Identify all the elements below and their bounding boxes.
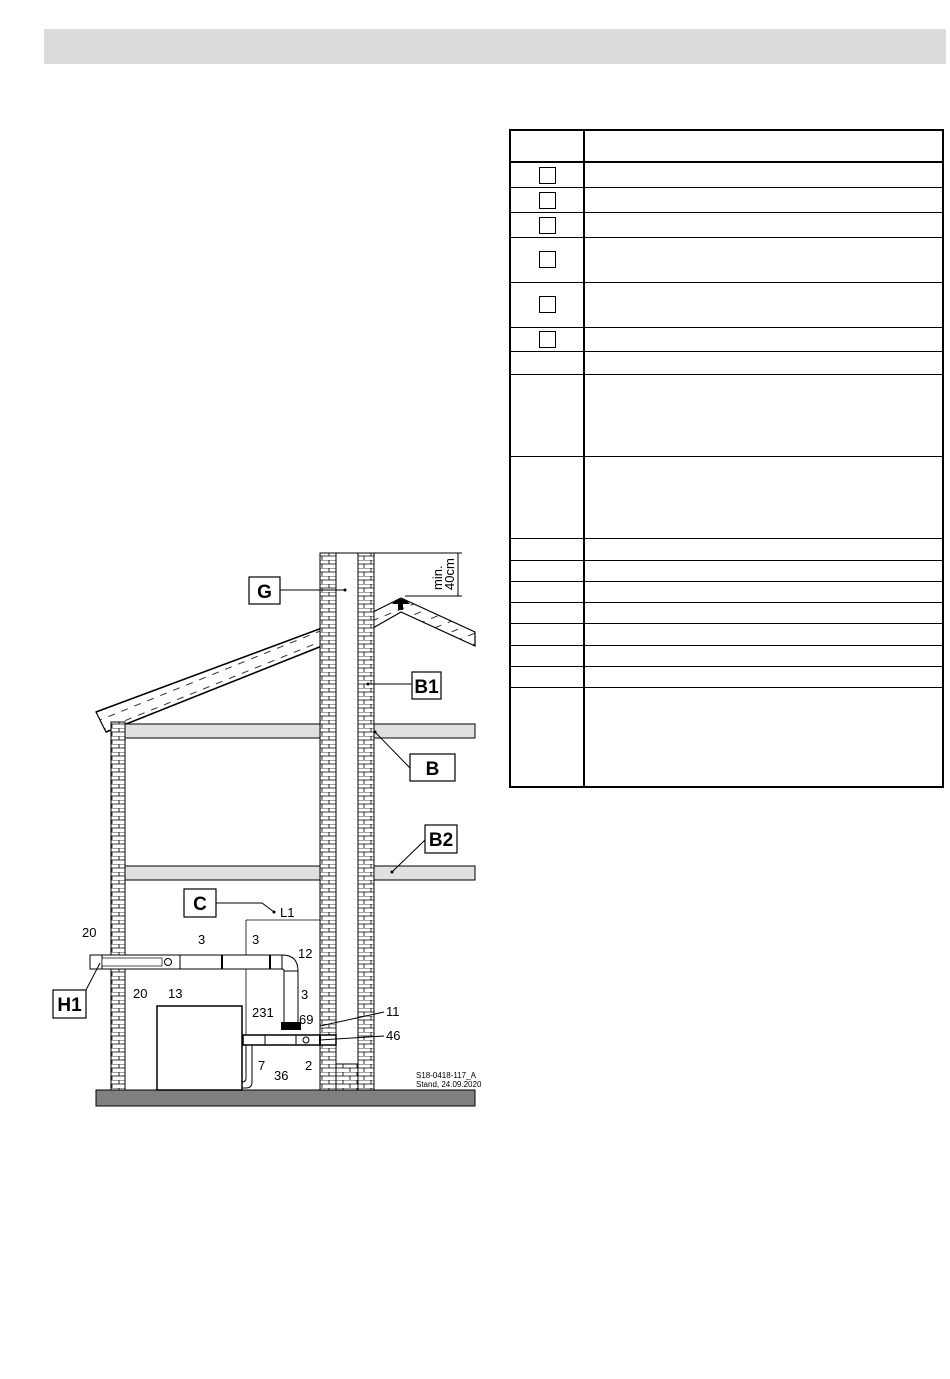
table-row (511, 283, 942, 328)
drawing-date: Stand, 24.09.2020 (416, 1080, 482, 1089)
upper-floor (125, 724, 475, 738)
wall-terminal (90, 955, 102, 969)
callout-B1 (412, 672, 441, 699)
checkbox[interactable] (539, 331, 556, 348)
table-row (511, 457, 942, 539)
part-13: 13 (168, 986, 183, 1001)
checkbox[interactable] (539, 296, 556, 313)
checkbox[interactable] (539, 167, 556, 184)
table-row (511, 582, 942, 603)
part-231: 231 (252, 1005, 274, 1020)
table-row (511, 667, 942, 688)
chimney-right-wall (358, 553, 374, 1090)
part-20-top: 20 (82, 925, 97, 940)
table-row (511, 539, 942, 561)
part-20-bottom: 20 (133, 986, 148, 1001)
table-row (511, 163, 942, 188)
middle-floor (125, 866, 475, 880)
dimension-label: min. 40cm (430, 558, 457, 590)
part-46: 46 (386, 1028, 401, 1043)
table-row (511, 561, 942, 582)
table-row (511, 213, 942, 238)
drawing-reference: S18-0418-117_A (416, 1071, 476, 1080)
table-row (511, 188, 942, 213)
part-11: 11 (386, 1004, 400, 1019)
checkbox[interactable] (539, 192, 556, 209)
callout-H1 (53, 990, 86, 1018)
legend-table (509, 129, 944, 788)
table-row (511, 688, 942, 786)
callout-B (410, 754, 455, 781)
column-divider (583, 131, 585, 786)
svg-text:C: C (193, 894, 207, 915)
part-12: 12 (298, 946, 313, 961)
ground-slab (96, 1090, 475, 1106)
callout-G (249, 577, 280, 604)
boiler-unit (157, 1006, 242, 1090)
table-row (511, 624, 942, 646)
roof-left (96, 628, 322, 732)
table-header-row (511, 131, 942, 163)
flue-elbow (282, 955, 298, 971)
table-row (511, 603, 942, 624)
table-row (511, 352, 942, 375)
svg-text:B: B (425, 759, 440, 780)
table-row (511, 375, 942, 457)
svg-text:B2: B2 (428, 830, 454, 851)
checkbox[interactable] (539, 217, 556, 234)
chimney-left-wall (320, 553, 336, 1090)
part-3-c: 3 (301, 987, 309, 1002)
condensate-drain (242, 1045, 252, 1088)
table-row (511, 646, 942, 667)
svg-text:H1: H1 (57, 995, 82, 1016)
roof-cowl (392, 599, 410, 604)
callout-C (184, 889, 216, 917)
part-69: 69 (299, 1012, 314, 1027)
part-7: 7 (258, 1058, 266, 1073)
table-row (511, 238, 942, 283)
part-36: 36 (274, 1068, 289, 1083)
flue-vertical (284, 971, 298, 1023)
part-2: 2 (305, 1058, 313, 1073)
length-label: L1 (280, 905, 295, 920)
roof-right (373, 598, 475, 646)
callout-B2 (425, 825, 457, 853)
part-3-b: 3 (252, 932, 260, 947)
chimney-base (336, 1064, 358, 1090)
part-3-a: 3 (198, 932, 206, 947)
left-wall (111, 722, 125, 1090)
svg-text:G: G (257, 582, 272, 603)
checkbox[interactable] (539, 251, 556, 268)
table-row (511, 328, 942, 352)
svg-text:B1: B1 (414, 677, 439, 698)
flue-liner (336, 553, 358, 1064)
